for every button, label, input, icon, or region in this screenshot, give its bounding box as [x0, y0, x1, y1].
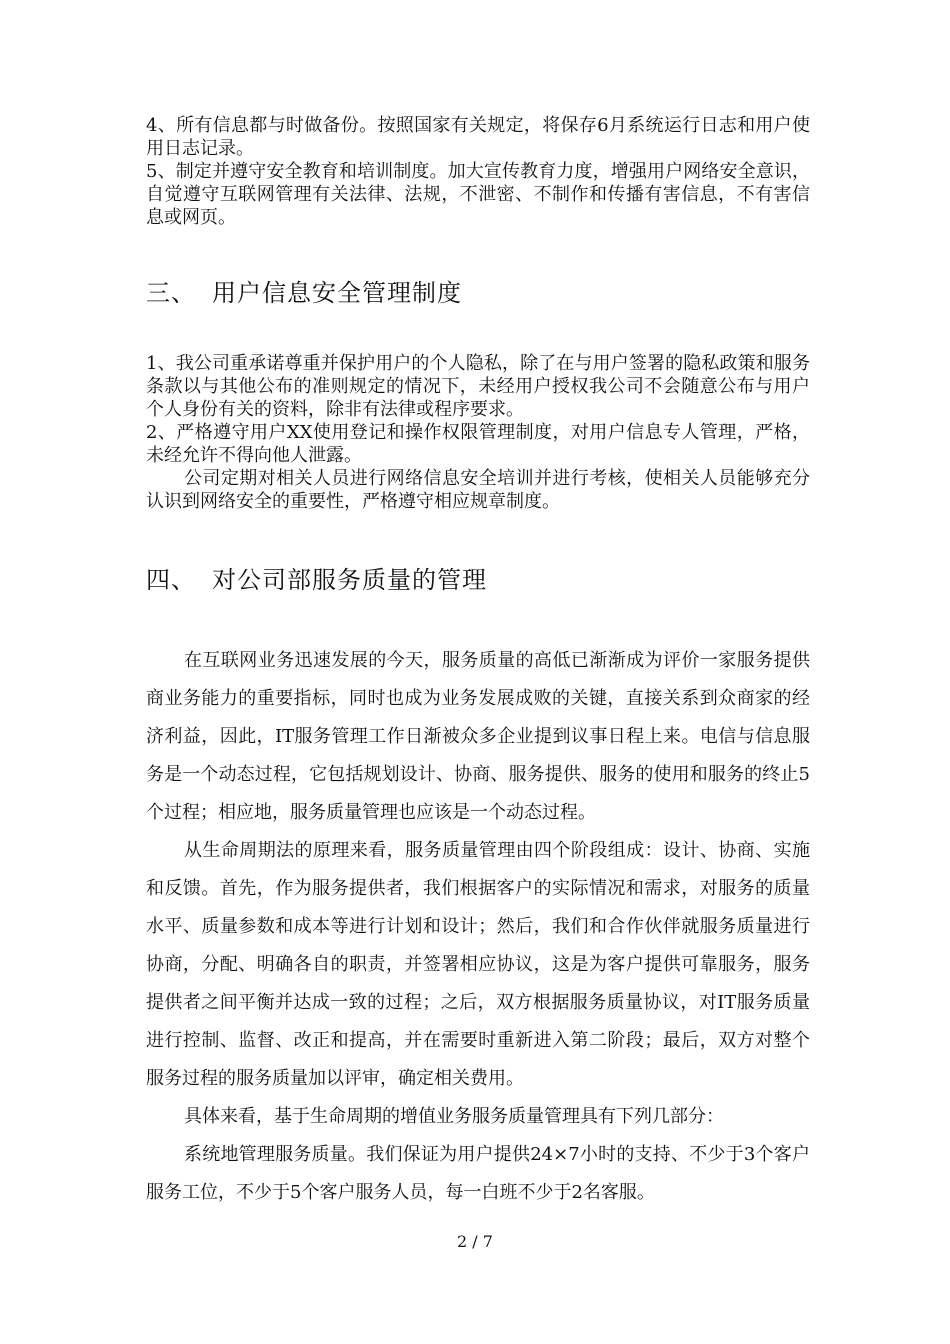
list-item: 1、我公司重承诺尊重并保护用户的个人隐私，除了在与用户签署的隐私政策和服务条款以与其他公布的准则规定的情况下，未经用户授权我公司不会随意公布与用户个人身份有关的资料，除非有法律或程序要求。: [146, 353, 810, 420]
body-paragraph: 具体来看，基于生命周期的增值业务服务质量管理具有下列几部分：: [184, 1106, 724, 1127]
section-4-heading: [146, 565, 487, 595]
body-paragraph: 系统地管理服务质量。我们保证为用户提供24×7小时的支持、不少于3个客户服务工位，不少于5个客户服务人员，每一白班不少于2名客服。: [146, 1144, 810, 1203]
list-item: 4、所有信息都与时做备份。按照国家有关规定，将保存6月系统运行日志和用户使用日志记录。: [146, 115, 810, 159]
section-4-number: 四、: [146, 566, 196, 594]
page-number: 2 / 7: [457, 1232, 493, 1251]
section-4-title: 对公司部服务质量的管理: [212, 566, 487, 594]
section-3-title: 用户信息安全管理制度: [212, 279, 462, 307]
body-paragraph: 在互联网业务迅速发展的今天，服务质量的高低已渐渐成为评价一家服务提供商业务能力的重要指标，同时也成为业务发展成败的关键，直接关系到众商家的经济利益，因此，IT服务管理工作日渐被众多企业提到议事日程上来。电信与信息服务是一个动态过程，它包括规划设计、协商、服务提供、服务的使用和服务的终止5个过程；相应地，服务质量管理也应该是一个动态过程。: [146, 650, 810, 823]
body-paragraph: 从生命周期法的原理来看，服务质量管理由四个阶段组成：设计、协商、实施和反馈。首先，作为服务提供者，我们根据客户的实际情况和需求，对服务的质量水平、质量参数和成本等进行计划和设计；然后，我们和合作伙伴就服务质量进行协商，分配、明确各自的职责，并签署相应协议，这是为客户提供可靠服务，服务提供者之间平衡并达成一致的过程；之后，双方根据服务质量协议，对IT服务质量进行控制、监督、改正和提高，并在需要时重新进入第二阶段；最后，双方对整个服务过程的服务质量加以评审，确定相关费用。: [146, 840, 810, 1089]
section-3-note: 公司定期对相关人员进行网络信息安全培训并进行考核，使相关人员能够充分认识到网络安全的重要性，严格遵守相应规章制度。: [146, 468, 810, 512]
section-3-body: [146, 352, 810, 513]
section-3-number: 三、: [146, 279, 196, 307]
list-item: 2、严格遵守用户XX使用登记和操作权限管理制度，对用户信息专人管理，严格，未经允许不得向他人泄露。: [146, 422, 810, 466]
section-top-list: [146, 114, 810, 229]
list-item: 5、制定并遵守安全教育和培训制度。加大宣传教育力度，增强用户网络安全意识，自觉遵守互联网管理有关法律、法规，不泄密、不制作和传播有害信息，不有害信息或网页。: [146, 161, 810, 228]
section-3-heading: [146, 278, 462, 308]
section-4-body: [146, 642, 810, 1212]
